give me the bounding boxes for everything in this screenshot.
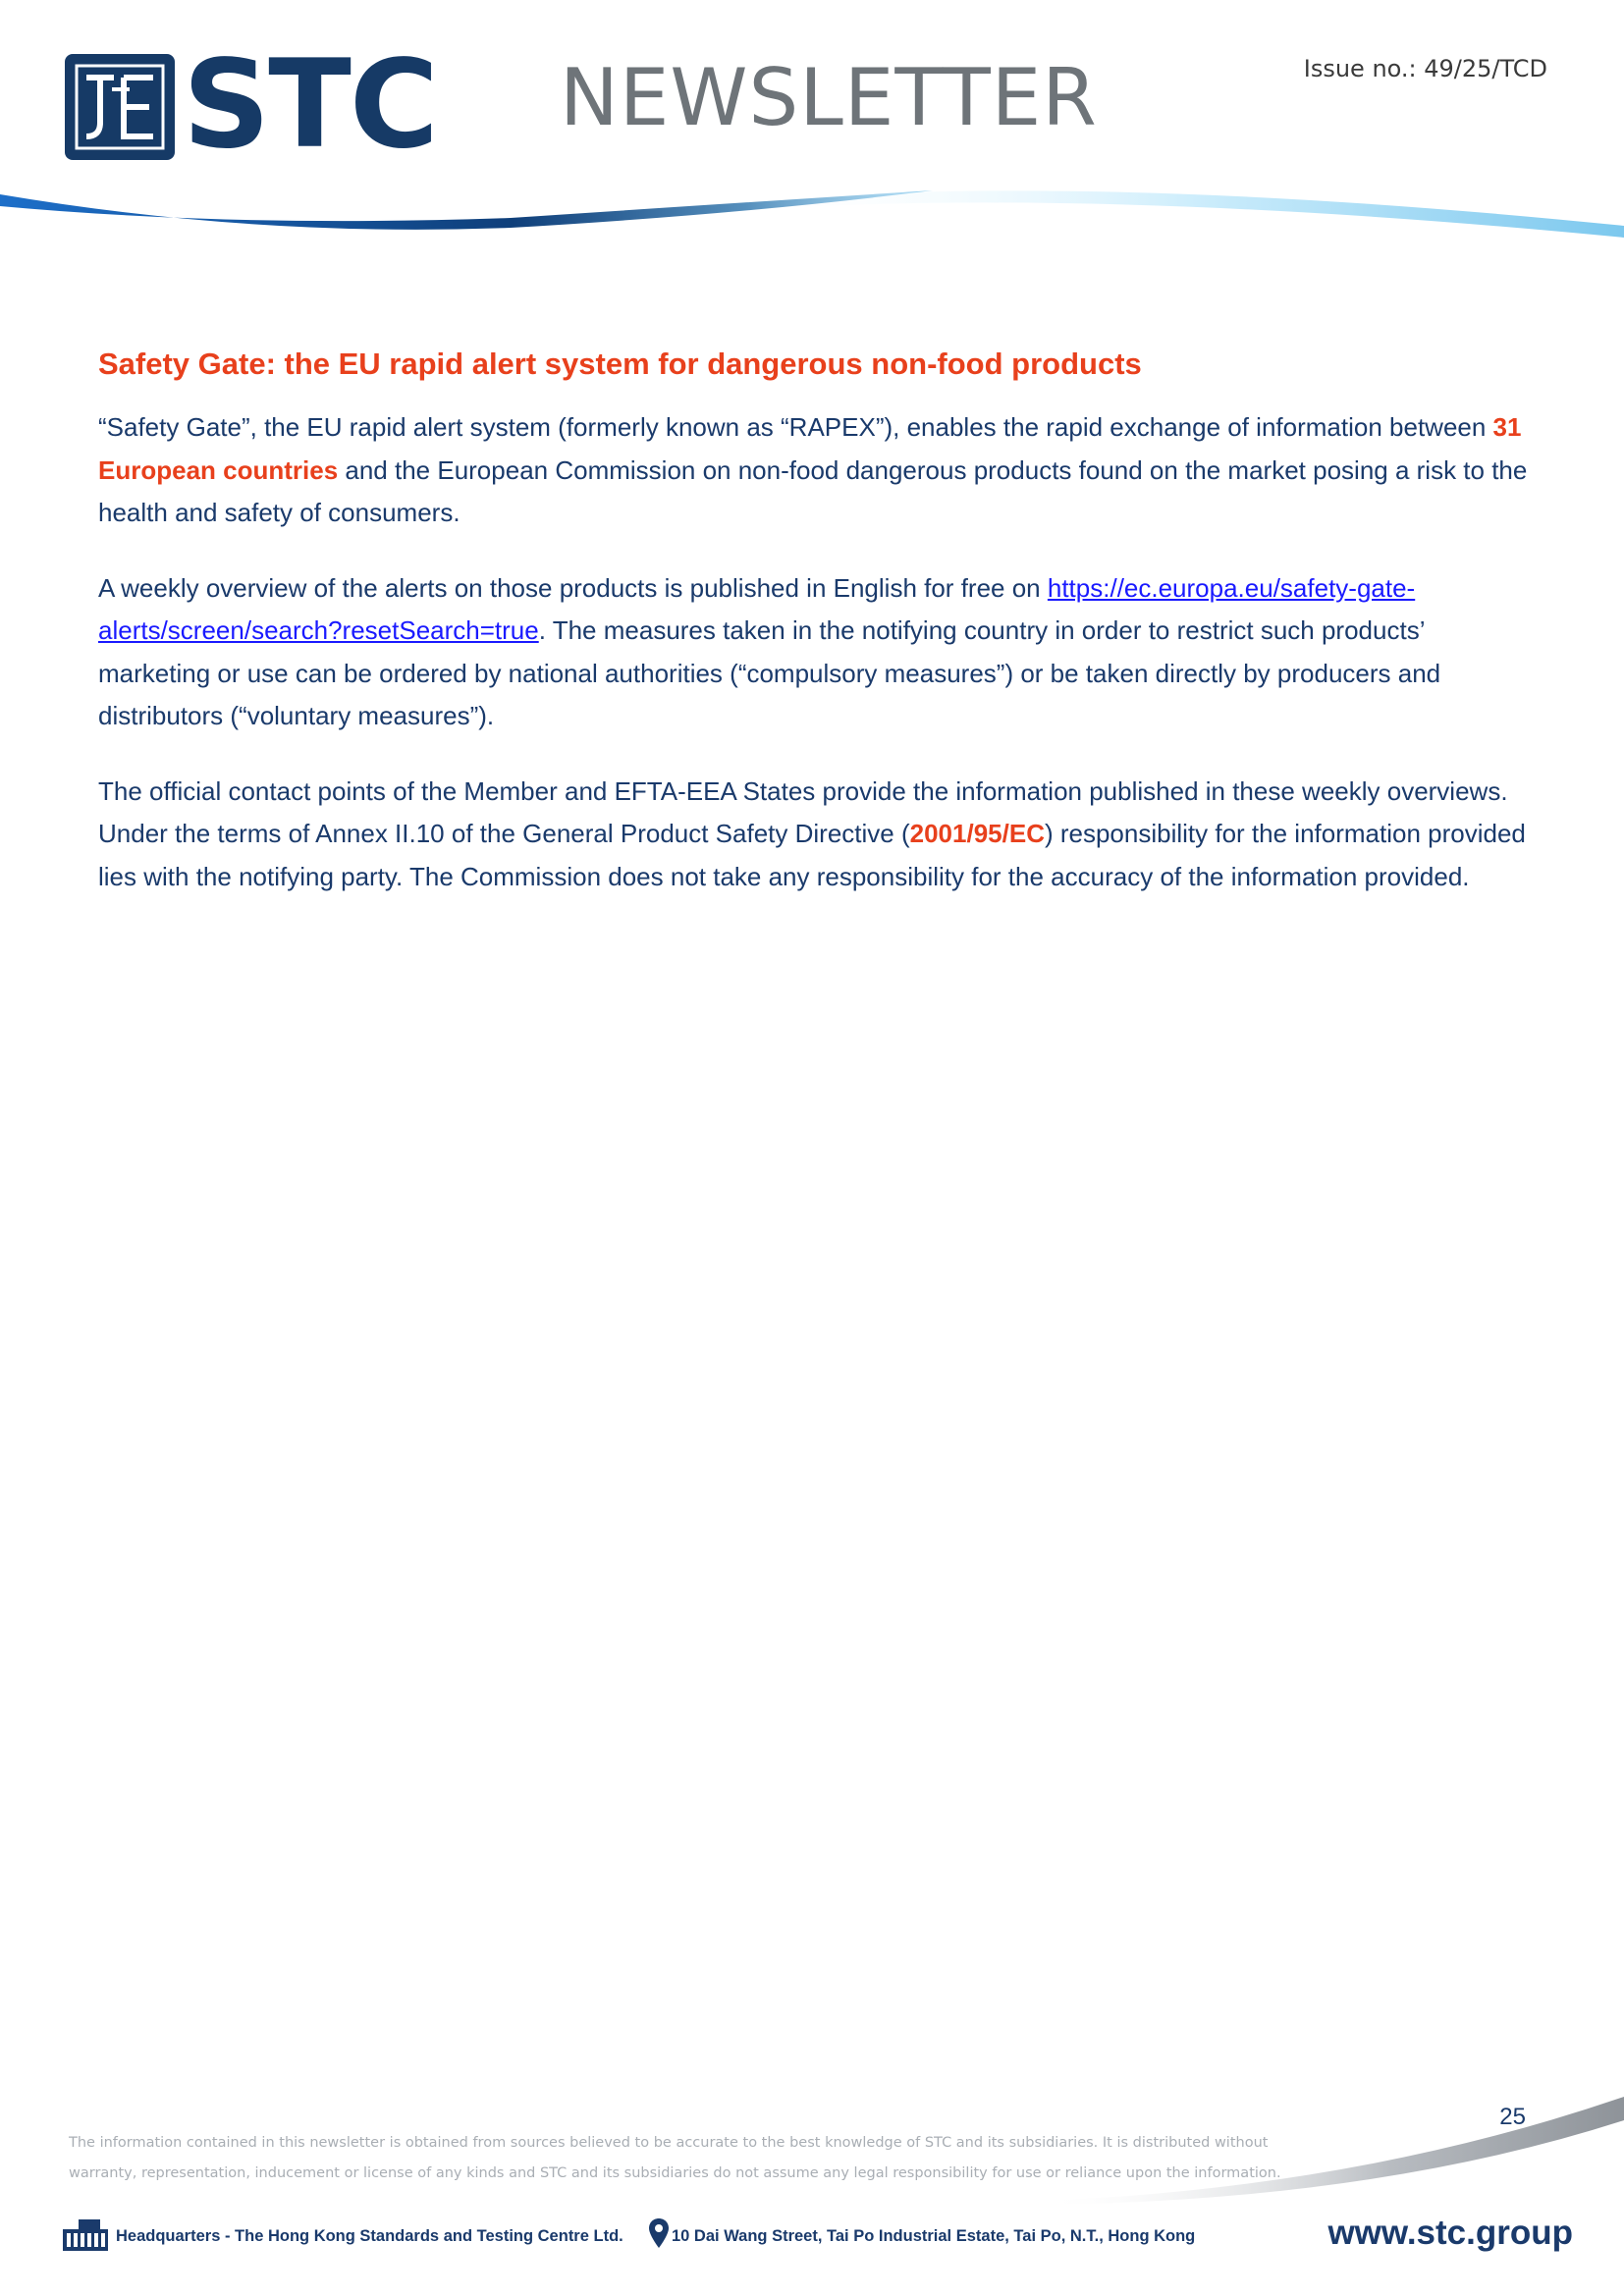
paragraph-text: The official contact points of the Member and EFTA-EEA States provide the information published in these weekly overviews. Under the terms of Annex II.10 of the General Product Safety Directive (	[98, 775, 1508, 848]
address-label: 10 Dai Wang Street, Tai Po Industrial Estate, Tai Po, N.T., Hong Kong	[672, 2227, 1196, 2245]
footer-contact-bar	[61, 2214, 1573, 2263]
safety-gate-link[interactable]: https://ec.europa.eu/safety-gate-alerts/screen/search?resetSearch=true	[98, 572, 1416, 645]
article-title: Safety Gate: the EU rapid alert system for dangerous non-food products	[98, 347, 1142, 381]
article-paragraph-2	[98, 567, 1532, 738]
issue-number: Issue no.: 49/25/TCD	[1303, 55, 1547, 82]
paragraph-text: A weekly overview of the alerts on those products is published in English for free on	[98, 572, 1048, 603]
article-paragraph-3	[98, 771, 1532, 899]
article	[98, 344, 1532, 931]
paragraph-text: ) responsibility for the information provided lies with the notifying party. The Commission does not take any responsibility for the accuracy of the information provided.	[98, 819, 1526, 891]
newsletter-title: NEWSLETTER	[560, 52, 1098, 143]
highlight-countries: 31 European countries	[98, 412, 1522, 485]
paragraph-text: and the European Commission on non-food dangerous products found on the market posing a risk to the health and safety of consumers.	[98, 454, 1528, 527]
disclaimer	[69, 2128, 1296, 2189]
highlight-directive: 2001/95/EC	[909, 819, 1045, 848]
website-link[interactable]: www.stc.group	[1327, 2214, 1573, 2252]
location-pin-icon	[649, 2218, 669, 2248]
page-number: 25	[1499, 2104, 1526, 2130]
disclaimer-line: warranty, representation, inducement or license of any kinds and STC and its subsidiaries do not assume any legal responsibility for use or reliance upon the information.	[69, 2165, 1281, 2181]
stc-monogram-icon	[75, 64, 165, 150]
building-icon	[61, 2217, 110, 2253]
stc-logo-text: STC	[183, 34, 437, 176]
stc-logo	[65, 34, 467, 176]
paragraph-text: “Safety Gate”, the EU rapid alert system (formerly known as “RAPEX”), enables the rapid exchange of information between	[98, 412, 1493, 442]
header-swoosh-decoration	[0, 177, 1624, 255]
headquarters-label: Headquarters - The Hong Kong Standards and Testing Centre Ltd.	[116, 2227, 623, 2245]
stc-logo-mark	[65, 54, 175, 160]
disclaimer-line: The information contained in this newsletter is obtained from sources believed to be accurate to the best knowledge of STC and its subsidiaries. It is distributed without	[69, 2135, 1269, 2151]
article-paragraph-1	[98, 406, 1532, 535]
paragraph-text: . The measures taken in the notifying country in order to restrict such products’ marketing or use can be ordered by national authorities (“compulsory measures”) or be taken directly by producers and distributors (“voluntary measures”).	[98, 615, 1441, 730]
